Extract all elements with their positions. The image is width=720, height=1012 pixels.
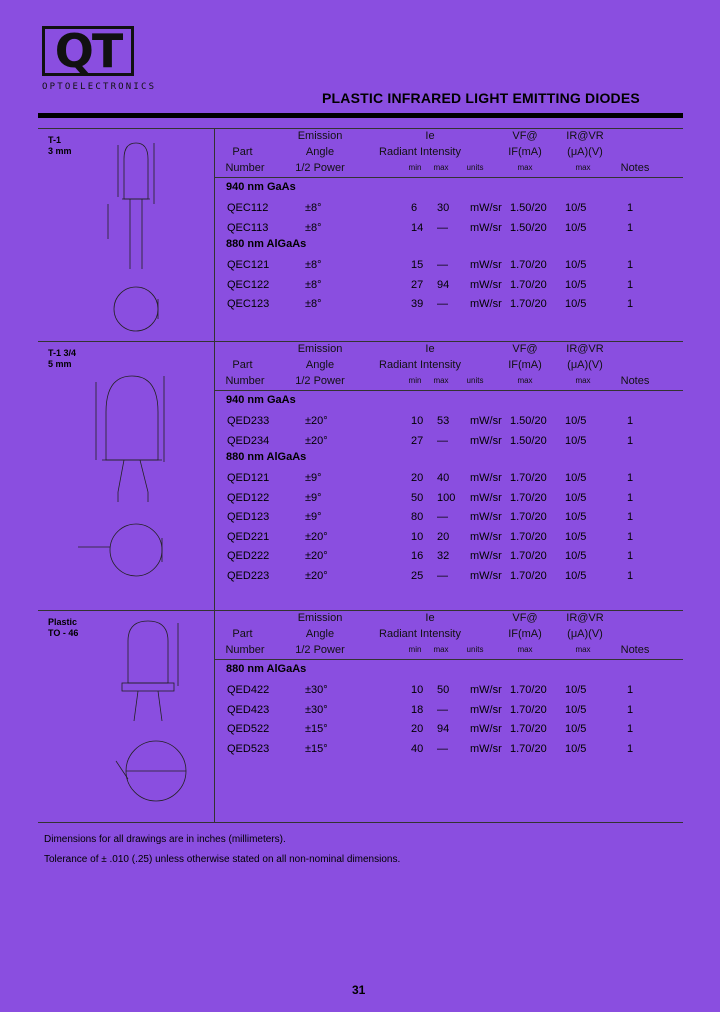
cell-min: 20 bbox=[411, 723, 424, 735]
cell-vf: 1.70/20 bbox=[510, 472, 547, 484]
header-cell: IF(mA) bbox=[508, 628, 542, 640]
header-cell: (μA)(V) bbox=[567, 628, 603, 640]
cell-vf: 1.70/20 bbox=[510, 742, 547, 755]
header-cell: IR@VR bbox=[566, 612, 604, 624]
cell-part: QED121 bbox=[227, 472, 270, 484]
cell-ir: 10/5 bbox=[565, 530, 587, 543]
cell-notes: 1 bbox=[627, 742, 634, 755]
cell-ir: 10/5 bbox=[565, 472, 587, 484]
cell-notes: 1 bbox=[627, 530, 634, 543]
cell-min: 20 bbox=[411, 472, 424, 484]
cell-part: QEC113 bbox=[227, 221, 269, 234]
cell-notes: 1 bbox=[627, 278, 634, 291]
package-label bbox=[48, 135, 72, 157]
cell-min: 15 bbox=[411, 259, 424, 271]
cell-part: QEC121 bbox=[227, 259, 270, 271]
header-cell: Part bbox=[232, 628, 253, 640]
table-row bbox=[215, 720, 683, 739]
table-row bbox=[215, 199, 683, 218]
header-cell: Number bbox=[225, 375, 265, 387]
cell-ir: 10/5 bbox=[565, 742, 587, 755]
cell-min: 6 bbox=[411, 202, 418, 214]
header-cell: Emission bbox=[297, 343, 343, 355]
table-row bbox=[215, 547, 683, 566]
cell-max: — bbox=[437, 511, 448, 523]
cell-min: 16 bbox=[411, 550, 424, 562]
header-cell: (μA)(V) bbox=[567, 146, 603, 158]
cell-ir: 10/5 bbox=[565, 723, 587, 735]
cell-angle: ±9° bbox=[305, 491, 322, 504]
header-cell: VF@ bbox=[512, 130, 538, 142]
header-cell: IR@VR bbox=[566, 343, 604, 355]
cell-ir: 10/5 bbox=[565, 259, 587, 271]
table-row bbox=[215, 276, 683, 295]
cell-notes: 1 bbox=[627, 491, 634, 504]
header-cell: Ie bbox=[425, 130, 435, 142]
cell-angle: ±8° bbox=[305, 221, 322, 234]
cell-ir: 10/5 bbox=[565, 298, 587, 310]
header-cell: max bbox=[517, 645, 533, 654]
header-cell: Number bbox=[225, 644, 265, 656]
header-cell: Emission bbox=[297, 612, 343, 624]
table-row bbox=[215, 256, 683, 275]
cell-max: 94 bbox=[437, 278, 450, 291]
header-cell: max bbox=[575, 376, 591, 385]
header-cell: Part bbox=[232, 359, 253, 371]
cell-angle: ±9° bbox=[305, 511, 322, 523]
cell-ir: 10/5 bbox=[565, 703, 587, 716]
table-header bbox=[215, 129, 683, 178]
cell-min: 10 bbox=[411, 415, 424, 427]
cell-vf: 1.70/20 bbox=[510, 684, 547, 696]
cell-ir: 10/5 bbox=[565, 415, 587, 427]
package-section bbox=[38, 341, 683, 611]
header-cell: Radiant Intensity bbox=[379, 359, 461, 371]
table-header bbox=[215, 611, 683, 660]
package-label-line: T-1 3/4 bbox=[48, 348, 77, 358]
cell-max: — bbox=[437, 298, 448, 310]
header-cell: IR@VR bbox=[566, 130, 604, 142]
package-drawing bbox=[38, 611, 214, 828]
table-row bbox=[215, 432, 683, 451]
footnote-dimensions: Dimensions for all drawings are in inches (millimeters). bbox=[44, 834, 286, 845]
cell-max: 50 bbox=[437, 684, 450, 696]
cell-ir: 10/5 bbox=[565, 684, 587, 696]
cell-min: 18 bbox=[411, 703, 424, 716]
cell-notes: 1 bbox=[627, 259, 634, 271]
table-row bbox=[215, 740, 683, 759]
table-row bbox=[215, 219, 683, 238]
cell-vf: 1.50/20 bbox=[510, 221, 547, 234]
header-cell: max bbox=[433, 376, 449, 385]
page-title: PLASTIC INFRARED LIGHT EMITTING DIODES bbox=[322, 90, 640, 106]
header-cell: IF(mA) bbox=[508, 146, 542, 158]
cell-units: mW/sr bbox=[470, 298, 502, 310]
cell-units: mW/sr bbox=[470, 723, 502, 735]
logo-letters: QT bbox=[54, 24, 122, 78]
cell-max: 20 bbox=[437, 530, 450, 543]
header-cell: Angle bbox=[305, 628, 335, 640]
cell-part: QED522 bbox=[227, 723, 270, 735]
package-label bbox=[48, 617, 78, 639]
header-cell: VF@ bbox=[512, 612, 538, 624]
cell-ir: 10/5 bbox=[565, 569, 587, 582]
cell-angle: ±8° bbox=[305, 278, 322, 291]
header-cell: min bbox=[408, 645, 422, 654]
header-cell: Ie bbox=[425, 612, 435, 624]
cell-units: mW/sr bbox=[470, 434, 502, 447]
cell-ir: 10/5 bbox=[565, 511, 587, 523]
package-label-line: T-1 bbox=[48, 135, 62, 145]
cell-part: QED423 bbox=[227, 703, 270, 716]
cell-units: mW/sr bbox=[470, 684, 502, 696]
cell-max: 53 bbox=[437, 415, 450, 427]
header-cell: max bbox=[517, 376, 533, 385]
cell-part: QED222 bbox=[227, 550, 270, 562]
cell-angle: ±20° bbox=[305, 530, 328, 543]
header-cell: Notes bbox=[620, 375, 650, 387]
cell-notes: 1 bbox=[627, 550, 634, 562]
cell-part: QED122 bbox=[227, 491, 270, 504]
cell-angle: ±8° bbox=[305, 202, 322, 214]
cell-min: 14 bbox=[411, 221, 424, 234]
package-label-line: 3 mm bbox=[48, 146, 72, 156]
cell-angle: ±15° bbox=[305, 723, 328, 735]
cell-ir: 10/5 bbox=[565, 202, 587, 214]
cell-part: QED234 bbox=[227, 434, 270, 447]
header-cell: Radiant Intensity bbox=[379, 146, 461, 158]
cell-angle: ±20° bbox=[305, 569, 328, 582]
cell-notes: 1 bbox=[627, 703, 634, 716]
header-cell: (μA)(V) bbox=[567, 359, 603, 371]
header-cell: units bbox=[466, 163, 484, 172]
table-row bbox=[215, 295, 683, 314]
cell-part: QED523 bbox=[227, 742, 270, 755]
cell-notes: 1 bbox=[627, 221, 634, 234]
cell-units: mW/sr bbox=[470, 569, 502, 582]
table-row bbox=[215, 528, 683, 547]
table-header bbox=[215, 342, 683, 391]
cell-part: QED422 bbox=[227, 684, 270, 696]
cell-max: 30 bbox=[437, 202, 450, 214]
header-cell: 1/2 Power bbox=[295, 644, 345, 656]
package-section bbox=[38, 610, 683, 823]
header-cell: units bbox=[466, 645, 484, 654]
cell-angle: ±30° bbox=[305, 684, 328, 696]
header-cell: Ie bbox=[425, 343, 435, 355]
cell-units: mW/sr bbox=[470, 472, 502, 484]
cell-vf: 1.50/20 bbox=[510, 202, 547, 214]
cell-min: 25 bbox=[411, 569, 424, 582]
cell-ir: 10/5 bbox=[565, 278, 587, 291]
cell-min: 27 bbox=[411, 434, 424, 447]
table-row bbox=[215, 701, 683, 720]
header-cell: max bbox=[433, 163, 449, 172]
header-cell: 1/2 Power bbox=[295, 375, 345, 387]
cell-vf: 1.70/20 bbox=[510, 511, 547, 523]
cell-max: — bbox=[437, 221, 448, 234]
header-cell: Notes bbox=[620, 644, 650, 656]
wavelength-group-label: 880 nm AlGaAs bbox=[226, 451, 307, 463]
cell-notes: 1 bbox=[627, 202, 634, 214]
cell-vf: 1.50/20 bbox=[510, 434, 547, 447]
header-cell: Number bbox=[225, 162, 265, 174]
header-cell: max bbox=[575, 163, 591, 172]
cell-angle: ±20° bbox=[305, 434, 328, 447]
cell-min: 40 bbox=[411, 742, 424, 755]
cell-part: QEC122 bbox=[227, 278, 270, 291]
wavelength-group-label: 880 nm AlGaAs bbox=[226, 238, 307, 250]
cell-units: mW/sr bbox=[470, 415, 502, 427]
cell-max: — bbox=[437, 434, 448, 447]
cell-max: — bbox=[437, 569, 448, 582]
cell-notes: 1 bbox=[627, 472, 634, 484]
cell-max: 32 bbox=[437, 550, 450, 562]
cell-vf: 1.70/20 bbox=[510, 491, 547, 504]
package-drawing bbox=[38, 342, 214, 616]
cell-part: QEC112 bbox=[227, 202, 269, 214]
cell-part: QED223 bbox=[227, 569, 270, 582]
package-label-line: Plastic bbox=[48, 617, 78, 627]
package-label bbox=[48, 348, 76, 370]
cell-units: mW/sr bbox=[470, 221, 502, 234]
cell-units: mW/sr bbox=[470, 278, 502, 291]
cell-units: mW/sr bbox=[470, 491, 502, 504]
cell-max: 94 bbox=[437, 723, 450, 735]
cell-max: — bbox=[437, 742, 448, 755]
package-label-line: TO - 46 bbox=[48, 628, 79, 638]
company-logo bbox=[40, 24, 157, 96]
cell-notes: 1 bbox=[627, 684, 634, 696]
cell-units: mW/sr bbox=[470, 550, 502, 562]
logo-subtitle: OPTOELECTRONICS bbox=[42, 82, 157, 92]
cell-ir: 10/5 bbox=[565, 221, 587, 234]
cell-notes: 1 bbox=[627, 415, 634, 427]
table-row bbox=[215, 489, 683, 508]
header-cell: VF@ bbox=[512, 343, 538, 355]
header-cell: Angle bbox=[305, 359, 335, 371]
cell-angle: ±8° bbox=[305, 298, 322, 310]
header-cell: min bbox=[408, 163, 422, 172]
cell-part: QED233 bbox=[227, 415, 270, 427]
header-cell: max bbox=[517, 163, 533, 172]
cell-min: 27 bbox=[411, 278, 424, 291]
header-cell: Part bbox=[232, 146, 253, 158]
package-drawing bbox=[38, 129, 214, 347]
header-cell: units bbox=[466, 376, 484, 385]
cell-units: mW/sr bbox=[470, 259, 502, 271]
cell-angle: ±30° bbox=[305, 703, 328, 716]
cell-min: 80 bbox=[411, 511, 424, 523]
cell-vf: 1.70/20 bbox=[510, 530, 547, 543]
cell-notes: 1 bbox=[627, 298, 634, 310]
cell-max: 40 bbox=[437, 472, 450, 484]
cell-units: mW/sr bbox=[470, 703, 502, 716]
wavelength-group-label: 940 nm GaAs bbox=[226, 394, 296, 406]
cell-notes: 1 bbox=[627, 511, 634, 523]
header-cell: Notes bbox=[620, 162, 650, 174]
cell-min: 39 bbox=[411, 298, 424, 310]
package-label-line: 5 mm bbox=[48, 359, 72, 369]
cell-angle: ±20° bbox=[305, 550, 328, 562]
table-row bbox=[215, 508, 683, 527]
cell-notes: 1 bbox=[627, 569, 634, 582]
cell-vf: 1.70/20 bbox=[510, 550, 547, 562]
cell-ir: 10/5 bbox=[565, 434, 587, 447]
cell-units: mW/sr bbox=[470, 511, 502, 523]
package-section bbox=[38, 128, 683, 342]
cell-vf: 1.70/20 bbox=[510, 703, 547, 716]
cell-angle: ±15° bbox=[305, 742, 328, 755]
header-cell: max bbox=[433, 645, 449, 654]
cell-angle: ±8° bbox=[305, 259, 322, 271]
table-row bbox=[215, 469, 683, 488]
header-cell: IF(mA) bbox=[508, 359, 542, 371]
header-cell: Radiant Intensity bbox=[379, 628, 461, 640]
cell-part: QED221 bbox=[227, 530, 270, 543]
cell-units: mW/sr bbox=[470, 742, 502, 755]
cell-min: 50 bbox=[411, 491, 424, 504]
cell-vf: 1.70/20 bbox=[510, 569, 547, 582]
bottom-rule bbox=[38, 822, 683, 823]
cell-units: mW/sr bbox=[470, 202, 502, 214]
cell-min: 10 bbox=[411, 530, 424, 543]
header-cell: Angle bbox=[305, 146, 335, 158]
cell-angle: ±20° bbox=[305, 415, 328, 427]
cell-ir: 10/5 bbox=[565, 491, 587, 504]
cell-max: — bbox=[437, 259, 448, 271]
cell-notes: 1 bbox=[627, 434, 634, 447]
table-row bbox=[215, 567, 683, 586]
wavelength-group-label: 880 nm AlGaAs bbox=[226, 663, 307, 675]
cell-max: 100 bbox=[437, 491, 456, 504]
cell-vf: 1.50/20 bbox=[510, 415, 547, 427]
cell-ir: 10/5 bbox=[565, 550, 587, 562]
footnote-tolerance: Tolerance of ± .010 (.25) unless otherwise stated on all non-nominal dimensions. bbox=[44, 854, 401, 865]
cell-vf: 1.70/20 bbox=[510, 723, 547, 735]
table-row bbox=[215, 681, 683, 700]
cell-vf: 1.70/20 bbox=[510, 259, 547, 271]
header-cell: min bbox=[408, 376, 422, 385]
wavelength-group-label: 940 nm GaAs bbox=[226, 181, 296, 193]
cell-units: mW/sr bbox=[470, 530, 502, 543]
cell-angle: ±9° bbox=[305, 472, 322, 484]
header-cell: Emission bbox=[297, 130, 343, 142]
header-cell: max bbox=[575, 645, 591, 654]
page-number: 31 bbox=[352, 983, 366, 997]
title-rule bbox=[38, 113, 683, 118]
header-cell: 1/2 Power bbox=[295, 162, 345, 174]
table-row bbox=[215, 412, 683, 431]
cell-part: QED123 bbox=[227, 511, 270, 523]
cell-max: — bbox=[437, 703, 448, 716]
cell-min: 10 bbox=[411, 684, 424, 696]
cell-notes: 1 bbox=[627, 723, 634, 735]
cell-vf: 1.70/20 bbox=[510, 298, 547, 310]
cell-vf: 1.70/20 bbox=[510, 278, 547, 291]
cell-part: QEC123 bbox=[227, 298, 270, 310]
